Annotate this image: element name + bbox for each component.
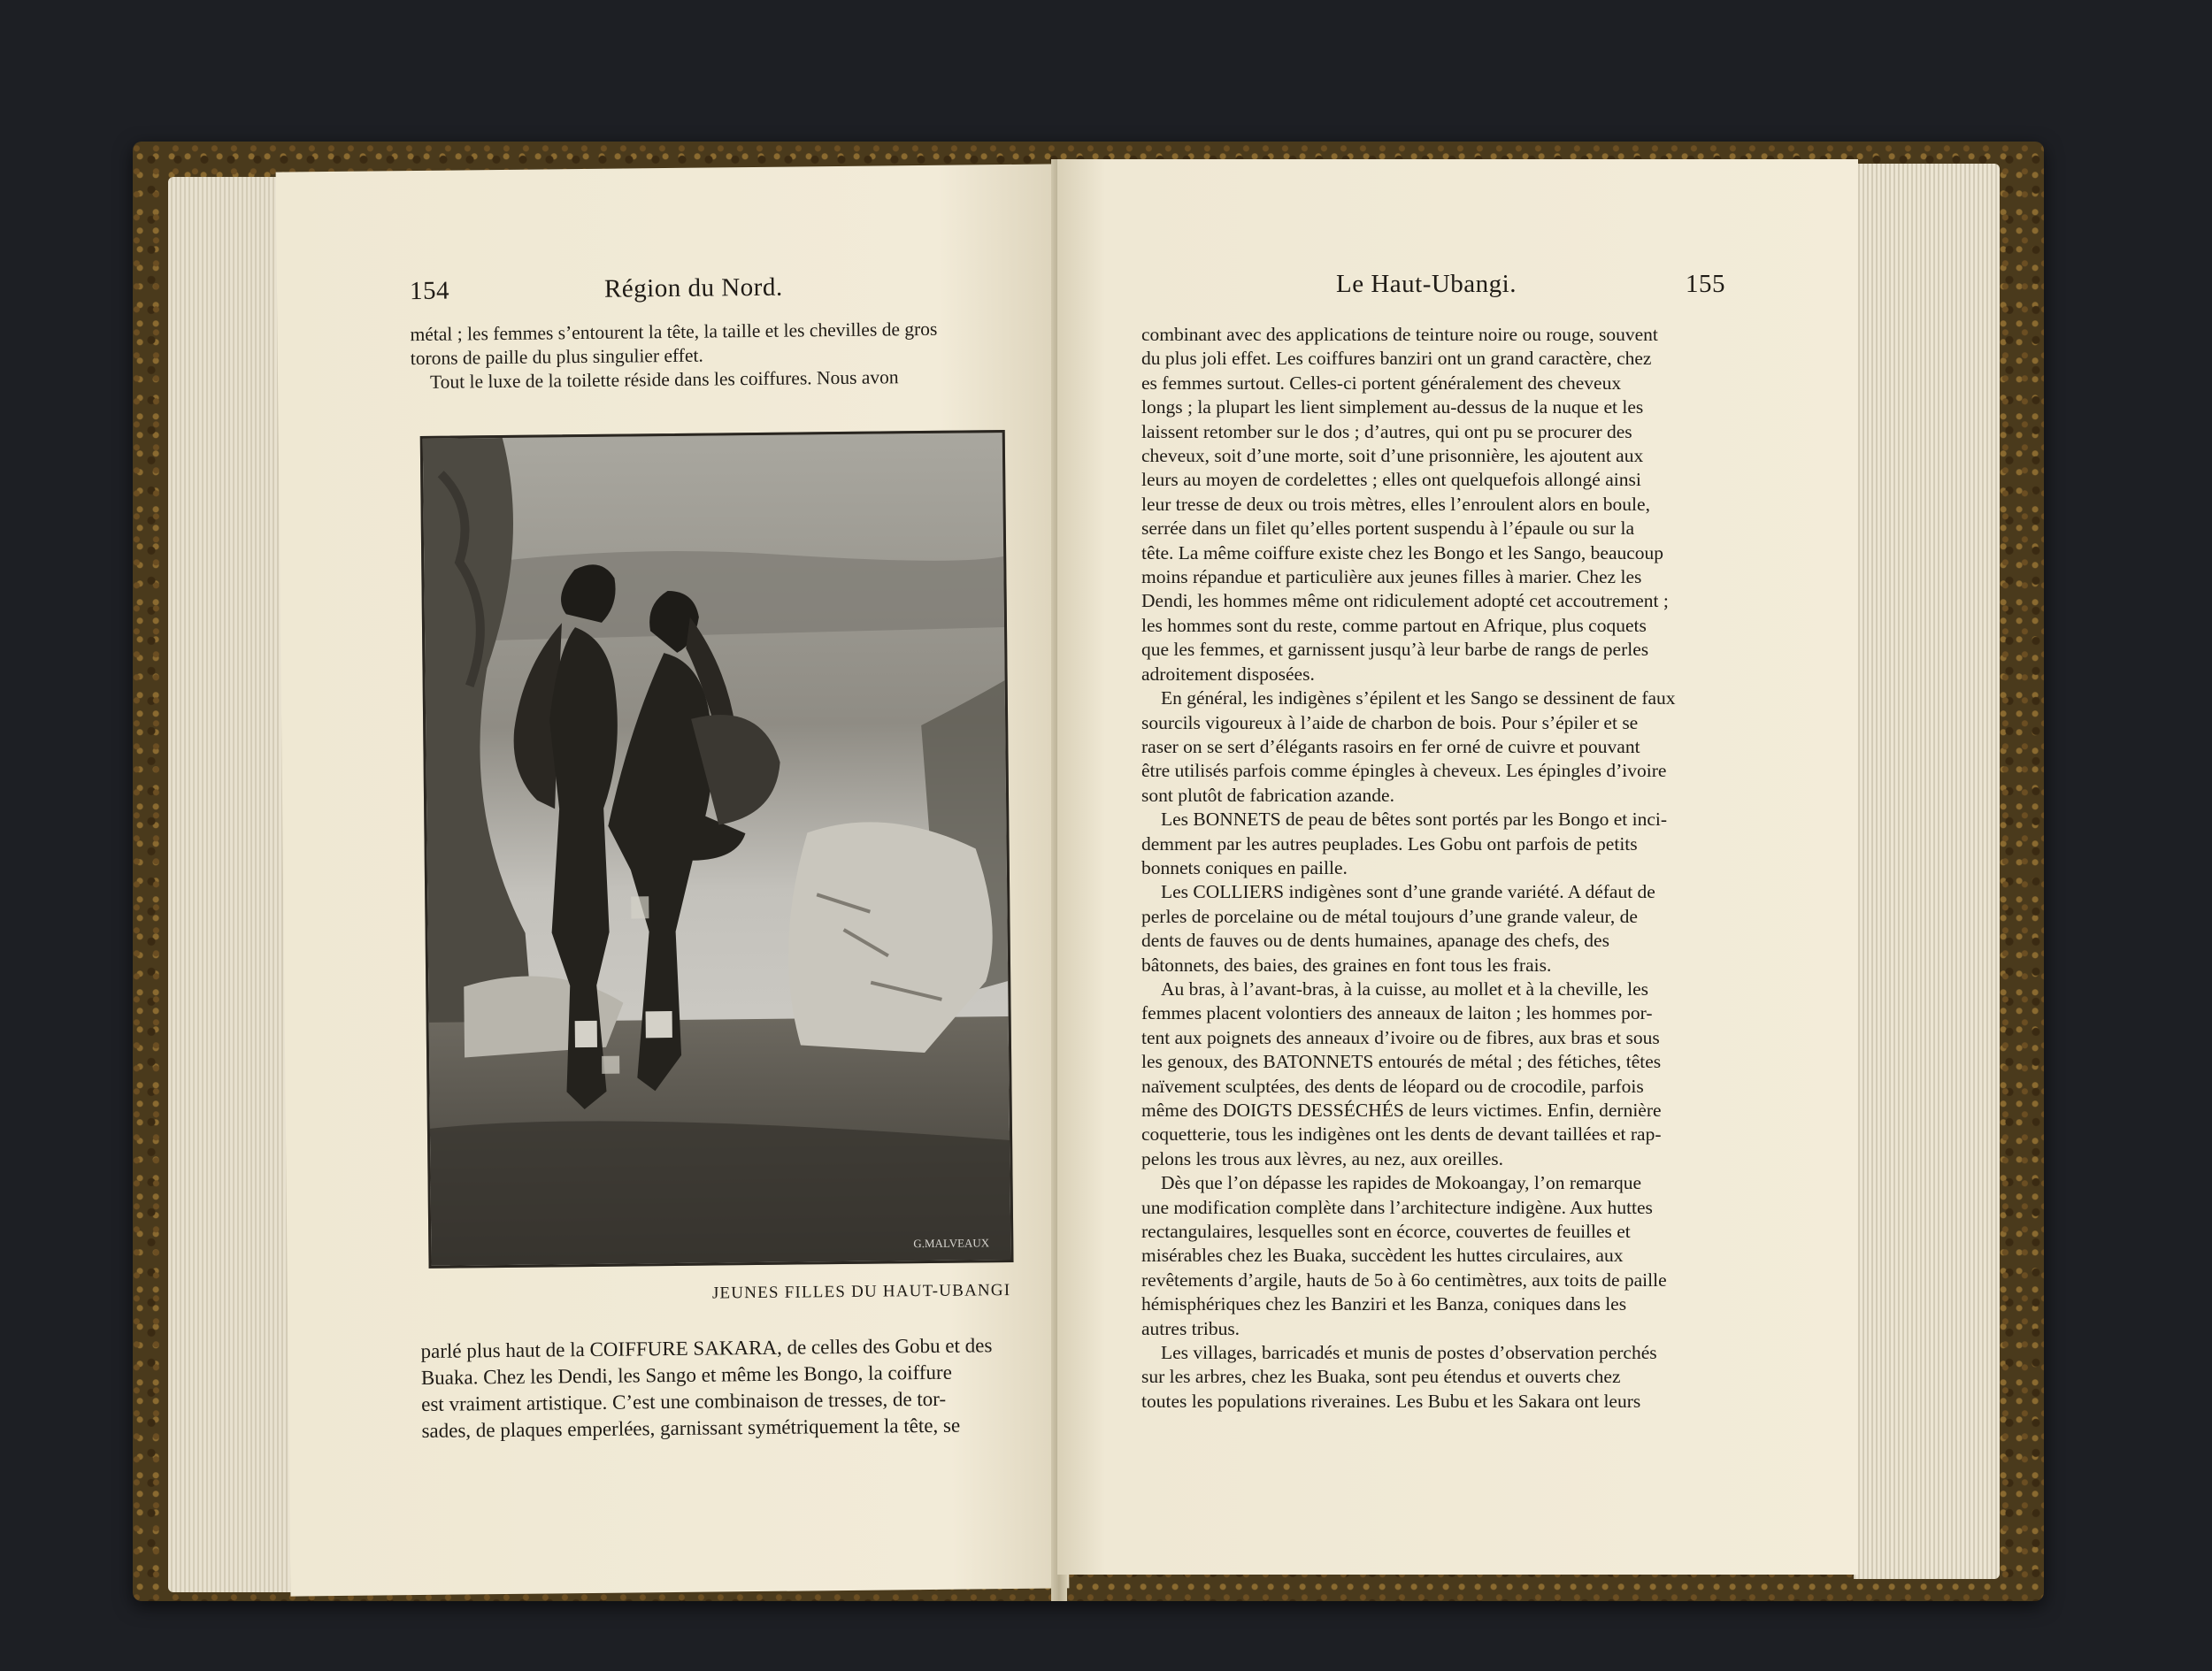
text-line: parlé plus haut de la COIFFURE SAKARA, de celles des Gobu et des xyxy=(420,1334,993,1363)
text-line: leurs au moyen de cordelettes ; elles ont quelquefois allongé ainsi xyxy=(1141,469,1641,491)
text-line: Buaka. Chez les Dendi, les Sango et même les Bongo, la coiffure xyxy=(420,1361,952,1390)
text-line: laissent retomber sur le dos ; d’autres, qui ont pu se procurer des xyxy=(1141,420,1632,442)
left-page-number: 154 xyxy=(409,276,450,306)
text-line: demment par les autres peuplades. Les Gobu ont parfois de petits xyxy=(1141,832,1638,855)
text-line: es femmes surtout. Celles-ci portent généralement des cheveux xyxy=(1141,372,1622,394)
text-line: pelons les trous aux lèvres, au nez, aux oreilles. xyxy=(1141,1147,1503,1169)
figure-caption: JEUNES FILLES DU HAUT-UBANGI xyxy=(711,1281,1011,1303)
text-line: cheveux, soit d’une morte, soit d’une prisonnière, les ajoutent aux xyxy=(1141,445,1644,467)
text-line: leur tresse de deux ou trois mètres, elles l’enroulent alors en boule, xyxy=(1141,493,1650,515)
text-line: Les villages, barricadés et munis de postes d’observation perchés xyxy=(1161,1342,1657,1364)
text-line: sourcils vigoureux à l’aide de charbon de bois. Pour s’épiler et se xyxy=(1141,711,1639,733)
text-line: Tout le luxe de la toilette réside dans les coiffures. Nous avon xyxy=(429,366,899,394)
text-line: est vraiment artistique. C’est une combinaison de tresses, de tor- xyxy=(421,1387,947,1416)
text-line: les hommes sont du reste, comme partout en Afrique, plus coquets xyxy=(1141,614,1647,636)
photograph xyxy=(420,430,1014,1269)
text-line: coquetterie, tous les indigènes ont les dents de devant taillées et rap- xyxy=(1141,1123,1662,1146)
text-line: être utilisés parfois comme épingles à cheveux. Les épingles d’ivoire xyxy=(1141,760,1667,782)
text-line: sont plutôt de fabrication azande. xyxy=(1141,784,1394,806)
right-running-head: Le Haut-Ubangi. xyxy=(1336,270,1517,298)
text-line: les genoux, des BATONNETS entourés de métal ; des fétiches, têtes xyxy=(1141,1051,1662,1073)
text-line: que les femmes, et garnissent jusqu’à leur barbe de rangs de perles xyxy=(1141,639,1649,661)
text-line: longs ; la plupart les lient simplement au-dessus de la nuque et les xyxy=(1141,396,1644,418)
right-body-text xyxy=(1141,323,1717,1414)
text-line: raser on se sert d’élégants rasoirs en fer orné de cuivre et pouvant xyxy=(1141,735,1640,757)
text-line: combinant avec des applications de teinture noire ou rouge, souvent xyxy=(1141,324,1658,345)
text-line: sades, de plaques emperlées, garnissant symétriquement la tête, se xyxy=(421,1414,961,1443)
text-line: moins répandue et particulière aux jeunes filles à marier. Chez les xyxy=(1141,566,1642,588)
text-line: autres tribus. xyxy=(1141,1317,1240,1339)
text-line: Au bras, à l’avant-bras, à la cuisse, au mollet et à la cheville, les xyxy=(1161,977,1649,1000)
left-page xyxy=(276,164,1070,1596)
photo-signature: G.MALVEAUX xyxy=(913,1236,990,1251)
text-line: Les COLLIERS indigènes sont d’une grande variété. A défaut de xyxy=(1161,881,1655,903)
text-line: Dendi, les hommes même ont ridiculement adopté cet accoutrement ; xyxy=(1141,590,1669,612)
text-line: tête. La même coiffure existe chez les Bongo et les Sango, beaucoup xyxy=(1141,541,1664,563)
text-line: du plus joli effet. Les coiffures banziri ont un grand caractère, chez xyxy=(1141,348,1652,370)
text-line: torons de paille du plus singulier effet. xyxy=(410,344,703,370)
text-line: rectangulaires, lesquelles sont en écorce, couvertes de feuilles et xyxy=(1141,1221,1631,1243)
text-line: métal ; les femmes s’entourent la tête, la taille et les chevilles de gros xyxy=(410,318,938,346)
left-top-text xyxy=(410,317,1003,395)
right-page xyxy=(1057,159,1858,1575)
text-line: revêtements d’argile, hauts de 5o à 6o centimètres, aux toits de paille xyxy=(1141,1269,1667,1291)
text-line: naïvement sculptées, des dents de léopard ou de crocodile, parfois xyxy=(1141,1075,1644,1097)
photo-illustration xyxy=(423,433,1011,1266)
left-running-head: Région du Nord. xyxy=(603,272,783,303)
text-line: serrée dans un filet qu’elles portent suspendu à l’épaule ou sur la xyxy=(1141,517,1635,540)
text-line: adroitement disposées. xyxy=(1141,663,1315,685)
text-line: femmes placent volontiers des anneaux de laiton ; les hommes por- xyxy=(1141,1002,1653,1024)
text-line: sur les arbres, chez les Buaka, sont peu étendus et ouverts chez xyxy=(1141,1366,1621,1388)
text-line: tent aux poignets des anneaux d’ivoire ou de fibres, aux bras et sous xyxy=(1141,1026,1660,1048)
text-line: En général, les indigènes s’épilent et les Sango se dessinent de faux xyxy=(1161,687,1676,709)
text-line: perles de porcelaine ou de métal toujours d’une grande valeur, de xyxy=(1141,905,1638,927)
text-line: misérables chez les Buaka, succèdent les huttes circulaires, aux xyxy=(1141,1245,1624,1267)
text-line: bonnets coniques en paille. xyxy=(1141,856,1348,878)
text-line: dents de fauves ou de dents humaines, apanage des chefs, des xyxy=(1141,930,1609,952)
text-line: même des DOIGTS DESSÉCHÉS de leurs victimes. Enfin, dernière xyxy=(1141,1100,1662,1121)
page-edges-right xyxy=(1854,164,2000,1579)
page-edges-left xyxy=(168,177,292,1592)
text-line: une modification complète dans l’architecture indigène. Aux huttes xyxy=(1141,1196,1653,1218)
text-line: hémisphériques chez les Banziri et les Banza, coniques dans les xyxy=(1141,1293,1627,1315)
text-line: Dès que l’on dépasse les rapides de Mokoangay, l’on remarque xyxy=(1161,1172,1642,1194)
text-line: bâtonnets, des baies, des graines en font tous les frais. xyxy=(1141,954,1552,976)
right-page-number: 155 xyxy=(1686,270,1725,298)
text-line: Les BONNETS de peau de bêtes sont portés par les Bongo et inci- xyxy=(1161,809,1668,831)
text-line: toutes les populations riveraines. Les Bubu et les Sakara ont leurs xyxy=(1141,1390,1641,1412)
left-bottom-text xyxy=(420,1332,1014,1445)
